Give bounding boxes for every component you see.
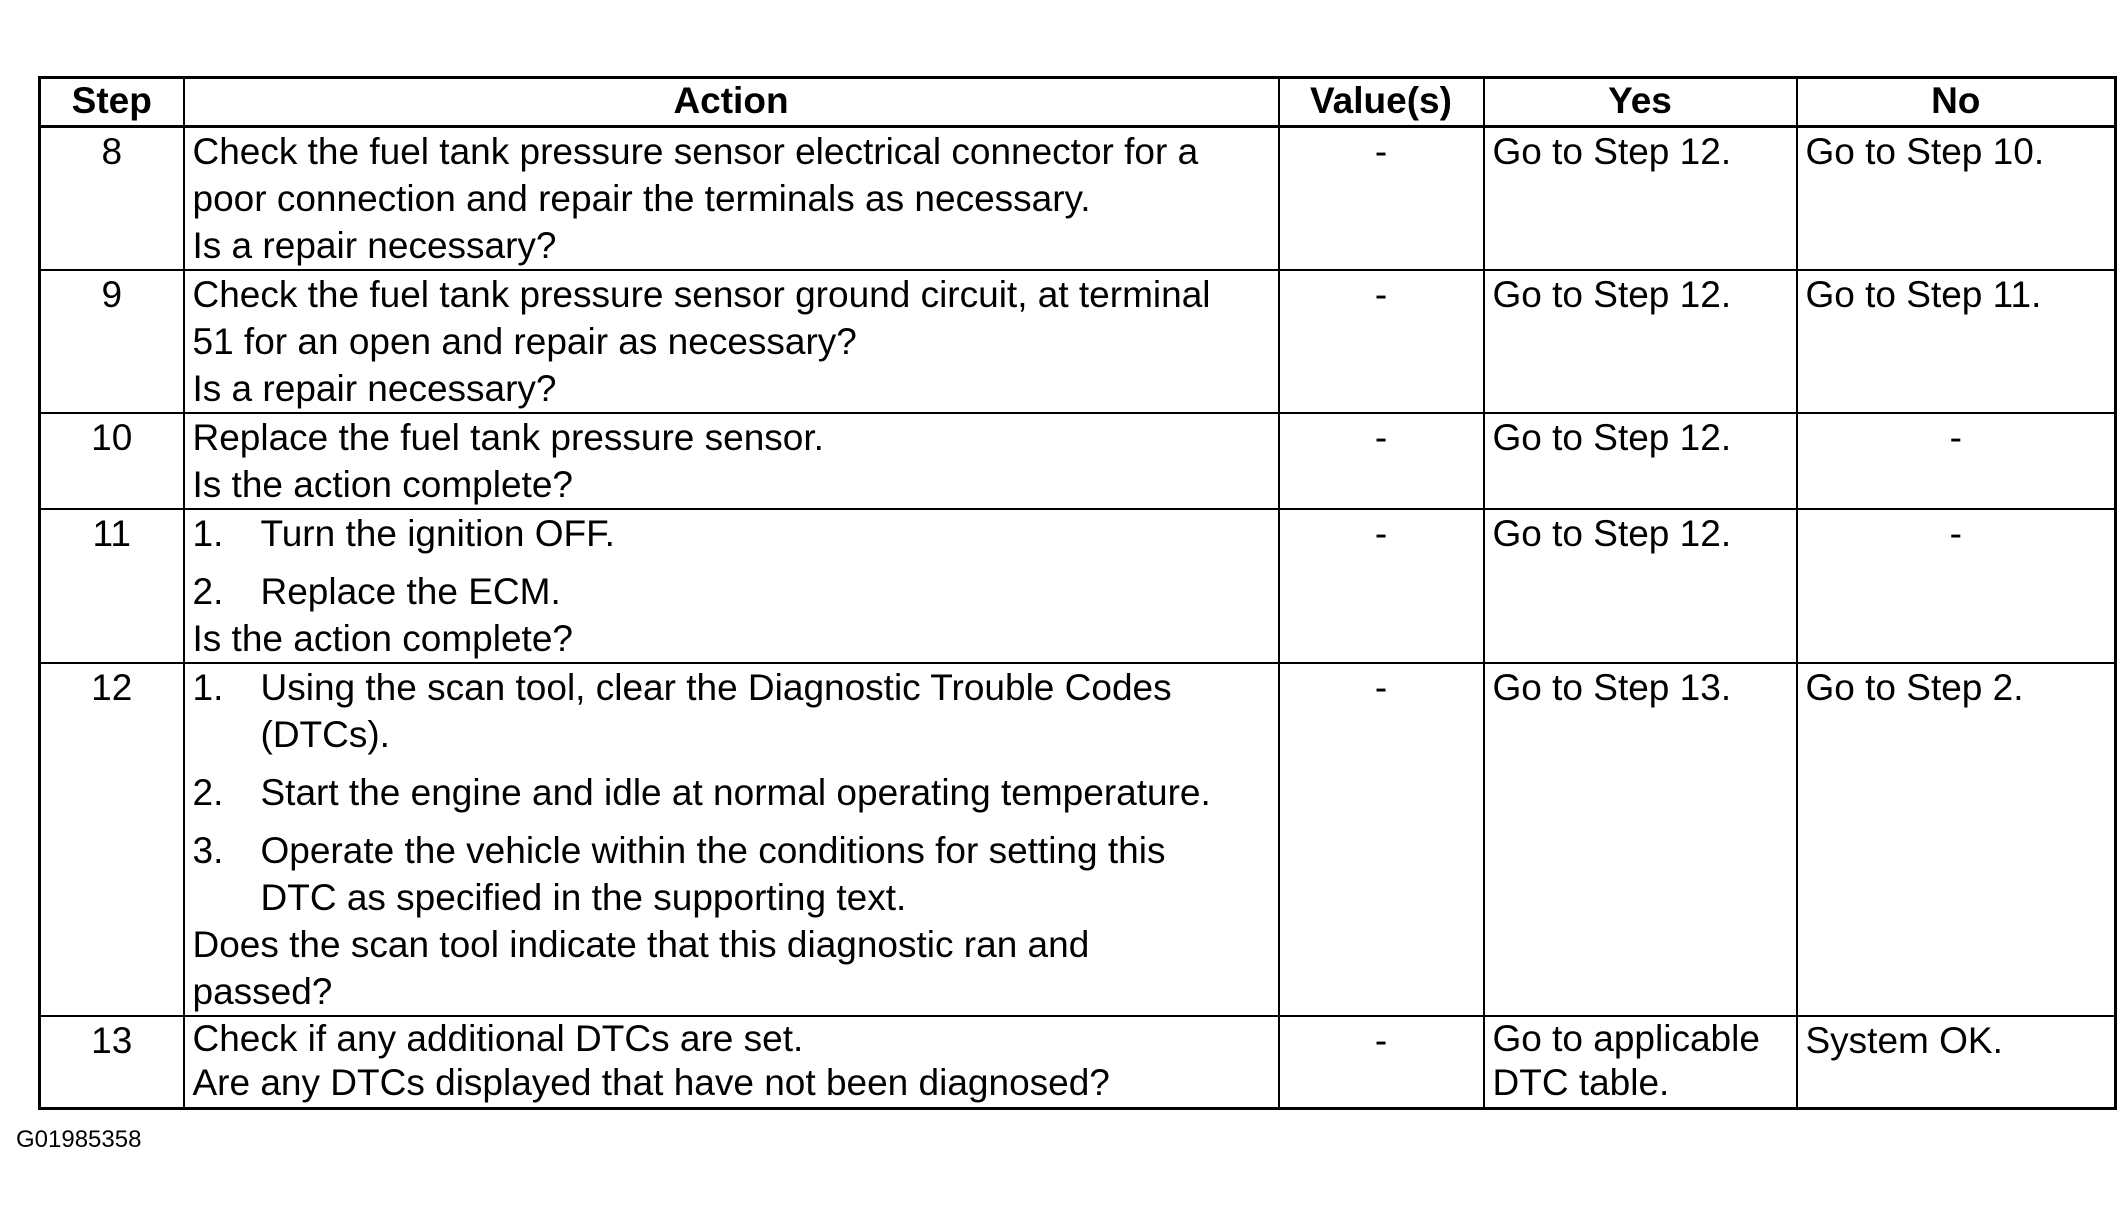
header-yes: Yes [1484, 78, 1797, 127]
list-item [193, 769, 1278, 816]
no-cell: Go to Step 11. [1797, 270, 2116, 413]
action-question: Is the action complete? [192, 618, 573, 659]
table-row [40, 509, 2116, 663]
value-cell: - [1279, 509, 1484, 663]
header-row [40, 78, 2116, 127]
list-item [193, 568, 1278, 615]
yes-cell: Go to Step 12. [1484, 127, 1797, 271]
action-question: Is a repair necessary? [192, 225, 557, 266]
diagnostic-table [38, 76, 2117, 1110]
action-text: Replace the fuel tank pressure sensor. [192, 417, 824, 458]
header-action: Action [184, 78, 1279, 127]
figure-id-label: G01985358 [16, 1126, 142, 1153]
substep-text: Replace the ECM. [260, 571, 561, 612]
step-number: 13 [40, 1016, 184, 1108]
substep-text: DTC as specified in the supporting text. [260, 877, 907, 918]
step-number: 8 [40, 127, 184, 271]
list-item [193, 510, 1278, 557]
table-row [40, 413, 2116, 509]
no-cell: System OK. [1797, 1016, 2116, 1108]
substep-text: (DTCs). [260, 714, 390, 755]
step-number: 12 [40, 663, 184, 1016]
list-item [193, 664, 1278, 758]
table-row [40, 127, 2116, 271]
action-question: Are any DTCs displayed that have not been diagnosed? [192, 1062, 1110, 1103]
action-cell [184, 509, 1279, 663]
header-values: Value(s) [1279, 78, 1484, 127]
substep-text-block [261, 769, 1278, 816]
action-text: Check if any additional DTCs are set. [192, 1018, 804, 1059]
substep-list [193, 664, 1278, 921]
action-cell [184, 413, 1279, 509]
substep-text-block [261, 664, 1278, 758]
step-number: 10 [40, 413, 184, 509]
substep-text: Operate the vehicle within the conditions for setting this [260, 830, 1166, 871]
action-cell [184, 127, 1279, 271]
action-text: 51 for an open and repair as necessary? [192, 321, 857, 362]
yes-cell: Go to Step 13. [1484, 663, 1797, 1016]
value-cell: - [1279, 413, 1484, 509]
table-row [40, 663, 2116, 1016]
substep-number: 2. [192, 571, 224, 612]
step-number: 11 [40, 509, 184, 663]
substep-number: 1. [192, 513, 224, 554]
action-cell [184, 270, 1279, 413]
no-cell: - [1797, 509, 2116, 663]
no-cell: Go to Step 10. [1797, 127, 2116, 271]
header-no: No [1797, 78, 2116, 127]
table-row [40, 1016, 2116, 1108]
substep-text-block [261, 827, 1278, 921]
value-cell: - [1279, 270, 1484, 413]
yes-cell [1484, 1016, 1797, 1108]
action-text: Check the fuel tank pressure sensor ground circuit, at terminal [192, 274, 1211, 315]
action-cell [184, 1016, 1279, 1108]
value-cell: - [1279, 127, 1484, 271]
no-cell: - [1797, 413, 2116, 509]
action-question: Is the action complete? [192, 464, 573, 505]
substep-text: Start the engine and idle at normal operating temperature. [260, 772, 1211, 813]
action-question: Does the scan tool indicate that this diagnostic ran and [192, 924, 1090, 965]
no-cell: Go to Step 2. [1797, 663, 2116, 1016]
action-text: Check the fuel tank pressure sensor electrical connector for a [192, 131, 1199, 172]
yes-text: Go to applicable [1492, 1018, 1760, 1059]
yes-cell: Go to Step 12. [1484, 270, 1797, 413]
substep-text: Using the scan tool, clear the Diagnostic Trouble Codes [260, 667, 1172, 708]
action-question: passed? [192, 971, 333, 1012]
substep-list [193, 510, 1278, 615]
substep-text: Turn the ignition OFF. [260, 513, 615, 554]
value-cell: - [1279, 1016, 1484, 1108]
yes-cell: Go to Step 12. [1484, 413, 1797, 509]
action-question: Is a repair necessary? [192, 368, 557, 409]
step-number: 9 [40, 270, 184, 413]
list-item [193, 827, 1278, 921]
yes-text: DTC table. [1492, 1062, 1670, 1103]
yes-cell: Go to Step 12. [1484, 509, 1797, 663]
substep-number: 3. [192, 830, 224, 871]
action-cell [184, 663, 1279, 1016]
substep-number: 2. [192, 772, 224, 813]
value-cell: - [1279, 663, 1484, 1016]
action-text: poor connection and repair the terminals as necessary. [192, 178, 1091, 219]
header-step: Step [40, 78, 184, 127]
table-row [40, 270, 2116, 413]
substep-number: 1. [192, 667, 224, 708]
